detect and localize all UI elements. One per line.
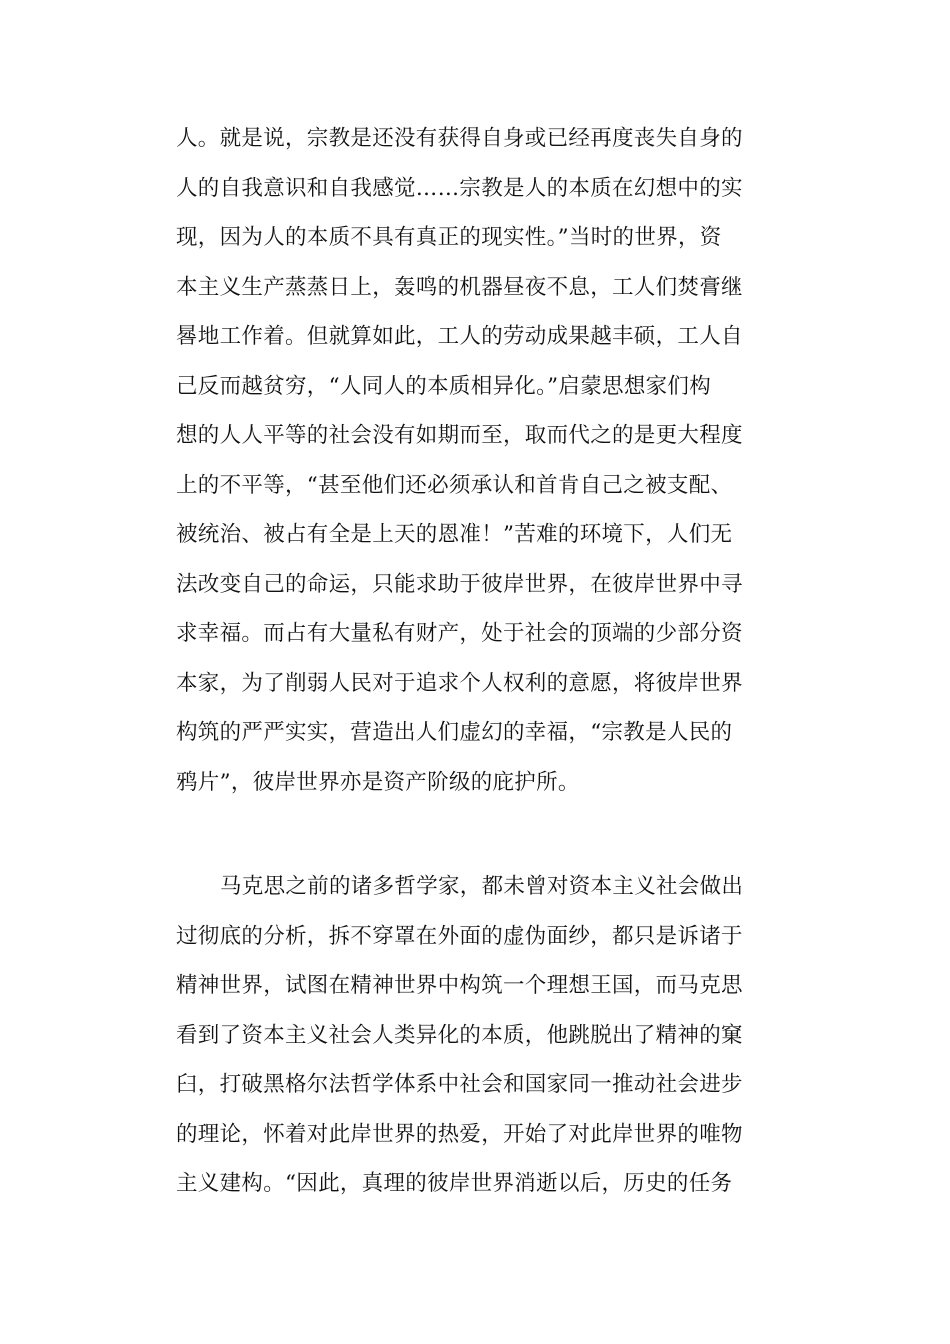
text-line: 被统治、被占有全是上天的恩准！”苦难的环境下，人们无	[176, 522, 733, 547]
text-line: 构筑的严严实实，营造出人们虚幻的幸福，“宗教是人民的	[176, 720, 733, 745]
text-line: 上的不平等，“甚至他们还必须承认和首肯自己之被支配、	[176, 472, 733, 498]
text-line: 现，因为人的本质不具有真正的现实性。”当时的世界，资	[176, 225, 722, 250]
text-line: 晷地工作着。但就算如此，工人的劳动成果越丰硕，工人自	[176, 324, 743, 349]
text-line: 看到了资本主义社会人类异化的本质，他跳脱出了精神的窠	[176, 1022, 743, 1048]
text-line: 精神世界，试图在精神世界中构筑一个理想王国，而马克思	[176, 973, 743, 998]
text-line: 过彻底的分析，拆不穿罩在外面的虚伪面纱，都只是诉诸于	[176, 923, 743, 949]
text-line: 求幸福。而占有大量私有财产，处于社会的顶端的少部分资	[176, 621, 743, 646]
text-line: 本家，为了削弱人民对于追求个人权利的意愿，将彼岸世界	[176, 670, 743, 696]
paragraph-1	[176, 114, 776, 807]
paragraph-2	[176, 862, 776, 1209]
text-line: 己反而越贫穷，“人同人的本质相异化。”启蒙思想家们构	[176, 373, 712, 399]
text-line: 本主义生产蒸蒸日上，轰鸣的机器昼夜不息，工人们焚膏继	[176, 274, 743, 300]
text-line: 想的人人平等的社会没有如期而至，取而代之的是更大程度	[176, 423, 743, 448]
text-line-indented: 马克思之前的诸多哲学家，都未曾对资本主义社会做出	[220, 874, 744, 899]
text-line: 鸦片”，彼岸世界亦是资产阶级的庇护所。	[176, 769, 580, 795]
text-line: 法改变自己的命运，只能求助于彼岸世界，在彼岸世界中寻	[176, 571, 743, 597]
text-line: 人。就是说，宗教是还没有获得自身或已经再度丧失自身的	[176, 126, 743, 151]
text-line: 臼，打破黑格尔法哲学体系中社会和国家同一推动社会进步	[176, 1072, 743, 1097]
text-line: 人的自我意识和自我感觉……宗教是人的本质在幻想中的实	[176, 175, 743, 201]
text-line: 的理论，怀着对此岸世界的热爱，开始了对此岸世界的唯物	[176, 1121, 743, 1147]
text-line: 主义建构。“因此，真理的彼岸世界消逝以后，历史的任务	[176, 1171, 733, 1196]
